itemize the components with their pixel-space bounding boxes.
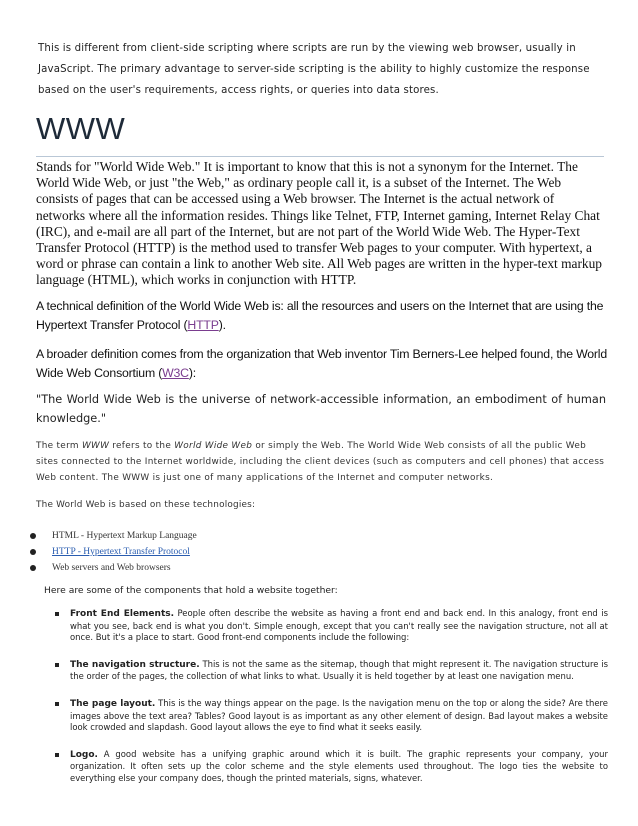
list-item (20, 560, 638, 576)
w3c-quote: "The World Wide Web is the universe of network-accessible information, an embodiment of human knowledge." (36, 393, 606, 425)
bullet-icon (30, 549, 36, 555)
bullet-icon (30, 565, 36, 571)
square-bullet-icon (55, 702, 59, 706)
technology-http-link[interactable]: HTTP - Hypertext Transfer Protocol (52, 547, 190, 557)
term-text-3: refers to the (109, 441, 175, 451)
square-bullet-icon (55, 612, 59, 616)
list-item (60, 749, 608, 785)
term-paragraph (36, 438, 608, 486)
component-text: This is not the same as the sitemap, though that might represent it. The navigation structure is the order of the pages, the collection of what links to what. Usually it is held together by at least one navigation menu. (70, 658, 609, 682)
technical-definition-end: ). (218, 318, 226, 332)
term-www: WWW (81, 441, 110, 451)
http-link[interactable]: HTTP (187, 318, 219, 332)
term-world-wide-web: World Wide Web (174, 441, 253, 451)
list-item (20, 544, 638, 560)
list-item (60, 698, 608, 734)
bullet-icon (30, 533, 36, 539)
list-item (20, 528, 638, 544)
term-text-5: or simply the Web. The World Wide Web consists of all the public Web sites connected to the Internet worldwide, including the client devices (such as computers and cell phones) that access Web content. The WWW is just one of many applications of the Internet and computer networks. (36, 441, 605, 483)
components-list (60, 608, 608, 800)
component-text: People often describe the website as having a front end and back end. In this analogy, front end is what you see, back end is what you don't. Simple enough, except that you can't really see the navigation structure, not all at once. But it's a place to start. Good front-end components include the following: (70, 608, 608, 643)
component-text: This is the way things appear on the page. Is the navigation menu on the top or along the side? Are there images above the text area? Tables? Good layout is as important as any other element of design. Bad layout makes a website look crowded and slapdash. Good layout allows the eye to find what it seeks easily. (70, 697, 608, 733)
stands-for-paragraph: Stands for "World Wide Web." It is important to know that this is not a synonym for the Internet. The World Wide Web, or just "the Web," as ordinary people call it, is a subset of the Internet. The Web consists of pages that can be accessed using a Web browser. The Internet is the actual network of networks where all the information resides. Things like Telnet, FTP, Internet gaming, Internet Relay Chat (IRC), and e-mail are all part of the Internet, but are not part of the World Wide Web. The Hyper-Text Transfer Protocol (HTTP) is the method used to transfer Web pages to your computer. With hypertext, a word or phrase can contain a link to another Web site. All Web pages are written in the hyper-text markup language (HTML), which works in conjunction with HTTP. (36, 159, 603, 288)
components-intro: Here are some of the components that hold a website together: (44, 585, 338, 596)
term-text-1: The term (36, 441, 82, 451)
square-bullet-icon (55, 663, 59, 667)
square-bullet-icon (55, 753, 59, 757)
component-title: The navigation structure. (70, 659, 200, 670)
broader-definition (36, 345, 608, 383)
technology-html: HTML - Hypertext Markup Language (52, 531, 197, 541)
w3c-link[interactable]: W3C (162, 366, 189, 380)
based-on-text: The World Web is based on these technologies: (36, 500, 256, 510)
list-item (60, 659, 608, 683)
component-title: Logo. (70, 749, 98, 760)
technical-definition-text: A technical definition of the World Wide Web is: all the resources and users on the Internet that are using the Hypertext Transfer Protocol ( (36, 299, 604, 332)
broader-definition-end: ): (188, 366, 196, 380)
heading-rule (36, 156, 604, 157)
component-title: The page layout. (70, 698, 156, 709)
www-heading: WWW (36, 111, 126, 146)
list-item (60, 608, 608, 644)
component-text: A good website has a unifying graphic around which it is built. The graphic represents your company, your organization. It often sets up the color scheme and the style elements used throughout. The logo ties the website to everything else your company does, though the printed materials, signs, whatever. (70, 748, 608, 783)
broader-definition-text: A broader definition comes from the organization that Web inventor Tim Berners-Lee helped found, the World Wide Web Consortium ( (36, 347, 607, 380)
component-title: Front End Elements. (70, 609, 175, 619)
intro-paragraph: This is different from client-side scripting where scripts are run by the viewing web browser, usually in JavaScript. The primary advantage to server-side scripting is the ability to highly customize the response based on the user's requirements, access rights, or queries into data stores. (38, 43, 590, 96)
technical-definition (36, 297, 608, 335)
technology-web-servers: Web servers and Web browsers (52, 563, 171, 573)
technologies-list (20, 528, 638, 576)
